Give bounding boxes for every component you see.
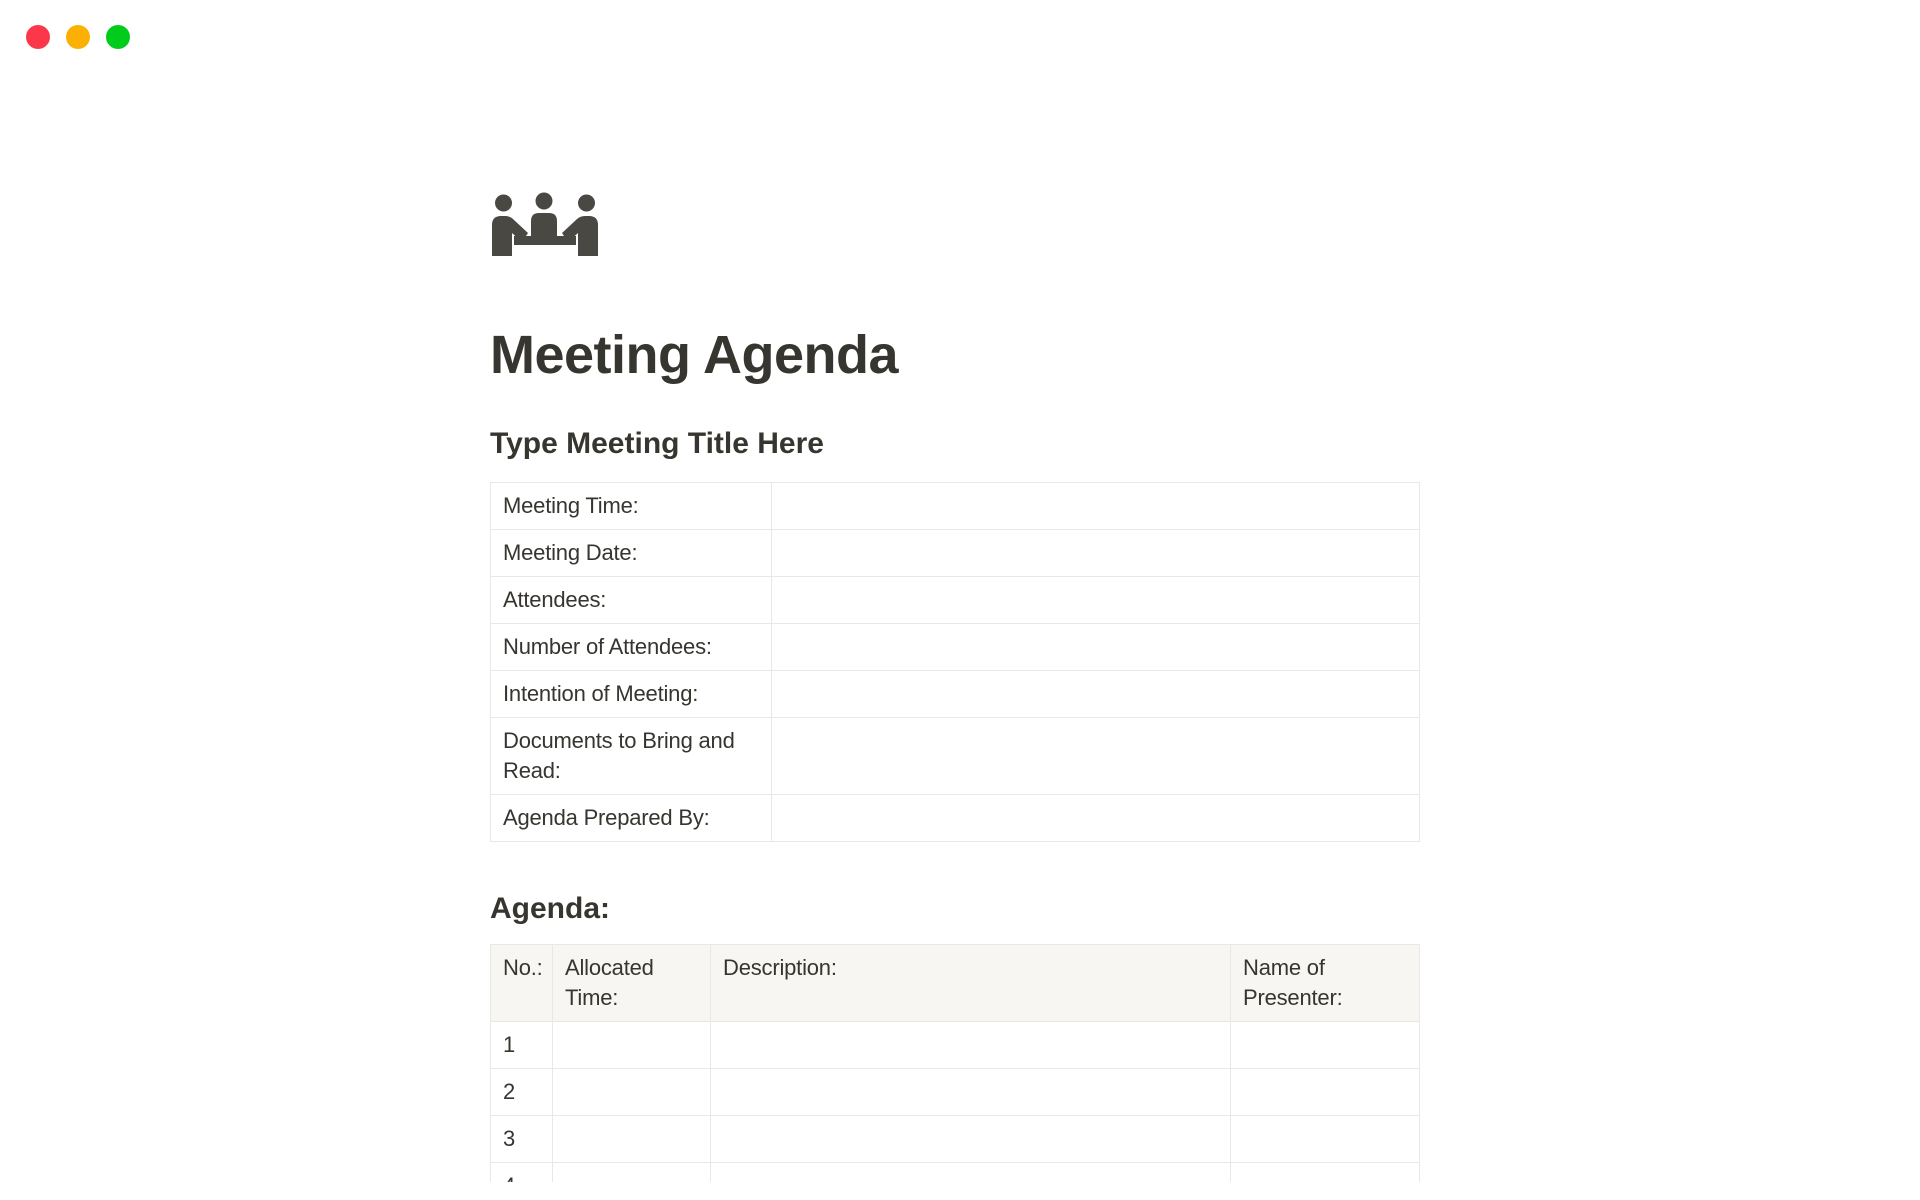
details-label-cell[interactable]: Attendees: (491, 576, 772, 623)
document-page (490, 0, 1419, 1200)
zoom-button[interactable] (106, 25, 130, 49)
details-label-cell[interactable]: Agenda Prepared By: (491, 794, 772, 841)
meeting-title-heading[interactable]: Type Meeting Title Here (490, 426, 824, 460)
table-row (491, 1068, 1420, 1115)
agenda-presenter-cell[interactable] (1231, 1068, 1420, 1115)
agenda-header-row (491, 944, 1420, 1021)
details-label-cell[interactable]: Meeting Time: (491, 482, 772, 529)
agenda-time-cell[interactable] (553, 1068, 711, 1115)
agenda-table (490, 944, 1420, 1200)
agenda-no-cell[interactable]: 1 (491, 1021, 553, 1068)
close-button[interactable] (26, 25, 50, 49)
page-title[interactable]: Meeting Agenda (490, 325, 899, 385)
table-row (491, 623, 1420, 670)
meeting-people-icon (490, 190, 600, 256)
table-row (491, 576, 1420, 623)
table-row (491, 529, 1420, 576)
table-row (491, 1115, 1420, 1162)
details-label-cell[interactable]: Meeting Date: (491, 529, 772, 576)
table-row (491, 794, 1420, 841)
agenda-description-cell[interactable] (711, 1115, 1231, 1162)
agenda-header-no[interactable]: No.: (491, 944, 553, 1021)
agenda-no-cell[interactable]: 2 (491, 1068, 553, 1115)
details-label-cell[interactable]: Intention of Meeting: (491, 670, 772, 717)
details-label-cell[interactable]: Number of Attendees: (491, 623, 772, 670)
table-row (491, 717, 1420, 794)
details-value-cell[interactable] (772, 717, 1420, 794)
table-row (491, 1021, 1420, 1068)
meeting-details-table (490, 482, 1420, 842)
details-value-cell[interactable] (772, 482, 1420, 529)
agenda-header-allocated-time[interactable]: Allocated Time: (553, 944, 711, 1021)
agenda-header-presenter[interactable]: Name of Presenter: (1231, 944, 1420, 1021)
agenda-description-cell[interactable] (711, 1068, 1231, 1115)
details-value-cell[interactable] (772, 794, 1420, 841)
agenda-time-cell[interactable] (553, 1021, 711, 1068)
agenda-heading[interactable]: Agenda: (490, 891, 610, 925)
agenda-no-cell[interactable]: 3 (491, 1115, 553, 1162)
window-controls (26, 25, 130, 49)
details-label-cell[interactable]: Documents to Bring and Read: (491, 717, 772, 794)
page-icon[interactable] (490, 190, 600, 256)
agenda-time-cell[interactable] (553, 1115, 711, 1162)
table-row (491, 482, 1420, 529)
agenda-header-description[interactable]: Description: (711, 944, 1231, 1021)
details-value-cell[interactable] (772, 623, 1420, 670)
details-value-cell[interactable] (772, 576, 1420, 623)
details-value-cell[interactable] (772, 670, 1420, 717)
agenda-presenter-cell[interactable] (1231, 1021, 1420, 1068)
agenda-presenter-cell[interactable] (1231, 1115, 1420, 1162)
table-row (491, 670, 1420, 717)
viewport-bottom-cutoff (0, 1182, 1920, 1200)
details-value-cell[interactable] (772, 529, 1420, 576)
minimize-button[interactable] (66, 25, 90, 49)
agenda-description-cell[interactable] (711, 1021, 1231, 1068)
